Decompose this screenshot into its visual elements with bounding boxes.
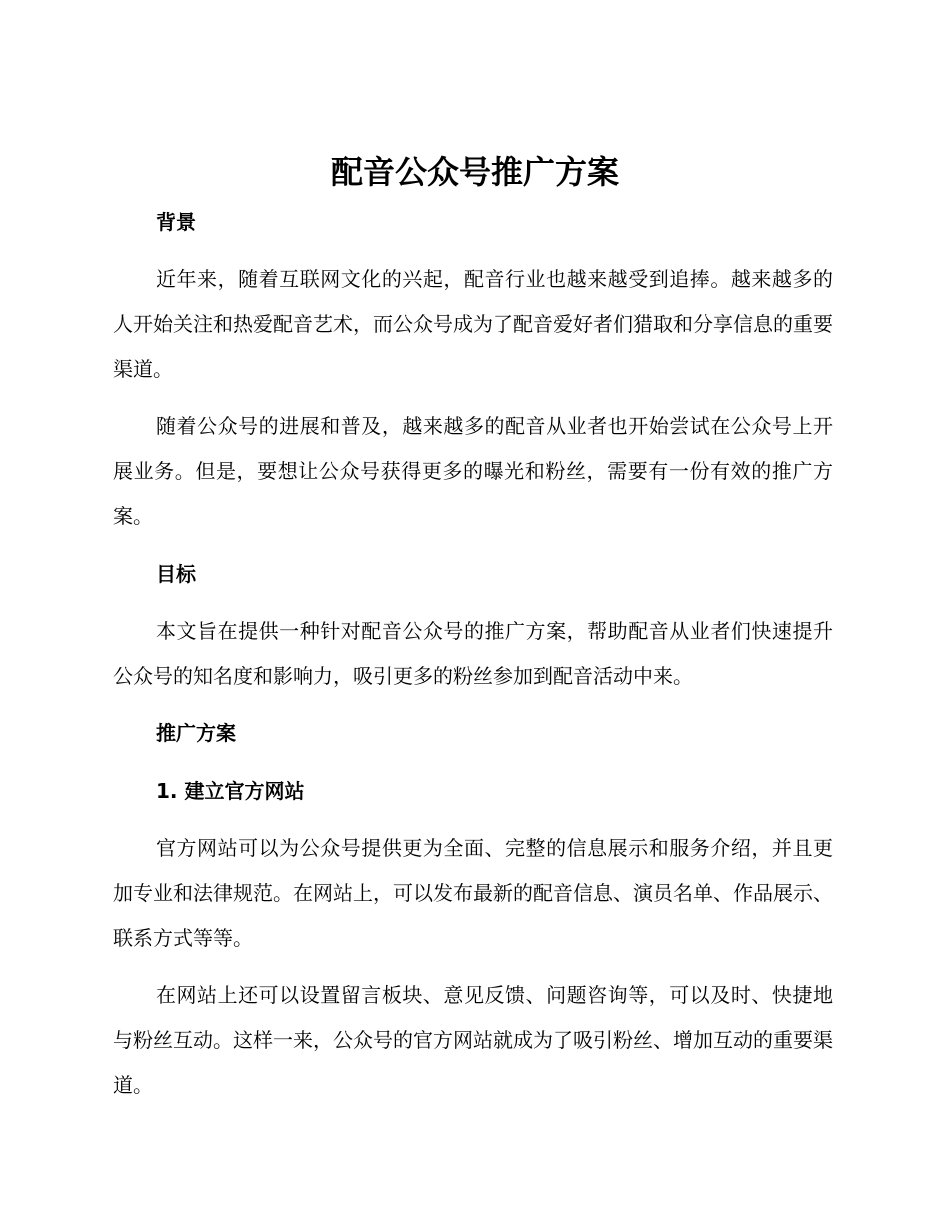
subsection-heading-official-website: 1. 建立官方网站 bbox=[156, 779, 305, 803]
section-heading-background: 背景 bbox=[156, 210, 196, 234]
paragraph-background-1: 近年来，随着互联网文化的兴起，配音行业也越来越受到追捧。越来越多的人开始关注和热爱配音艺术，而公众号成为了配音爱好者们猎取和分享信息的重要渠道。 bbox=[113, 267, 833, 381]
paragraph-website-1: 官方网站可以为公众号提供更为全面、完整的信息展示和服务介绍，并且更加专业和法律规范。在网站上，可以发布最新的配音信息、演员名单、作品展示、联系方式等等。 bbox=[113, 836, 833, 950]
document-title: 配音公众号推广方案 bbox=[330, 153, 619, 191]
paragraph-website-2: 在网站上还可以设置留言板块、意见反馈、问题咨询等，可以及时、快捷地与粉丝互动。这样一来，公众号的官方网站就成为了吸引粉丝、增加互动的重要渠道。 bbox=[113, 983, 833, 1097]
section-heading-plan: 推广方案 bbox=[156, 721, 236, 745]
paragraph-goal-1: 本文旨在提供一种针对配音公众号的推广方案，帮助配音从业者们快速提升公众号的知名度和影响力，吸引更多的粉丝参加到配音活动中来。 bbox=[113, 619, 833, 688]
paragraph-background-2: 随着公众号的进展和普及，越来越多的配音从业者也开始尝试在公众号上开展业务。但是，要想让公众号获得更多的曝光和粉丝，需要有一份有效的推广方案。 bbox=[113, 414, 833, 528]
section-heading-goal: 目标 bbox=[156, 562, 196, 586]
